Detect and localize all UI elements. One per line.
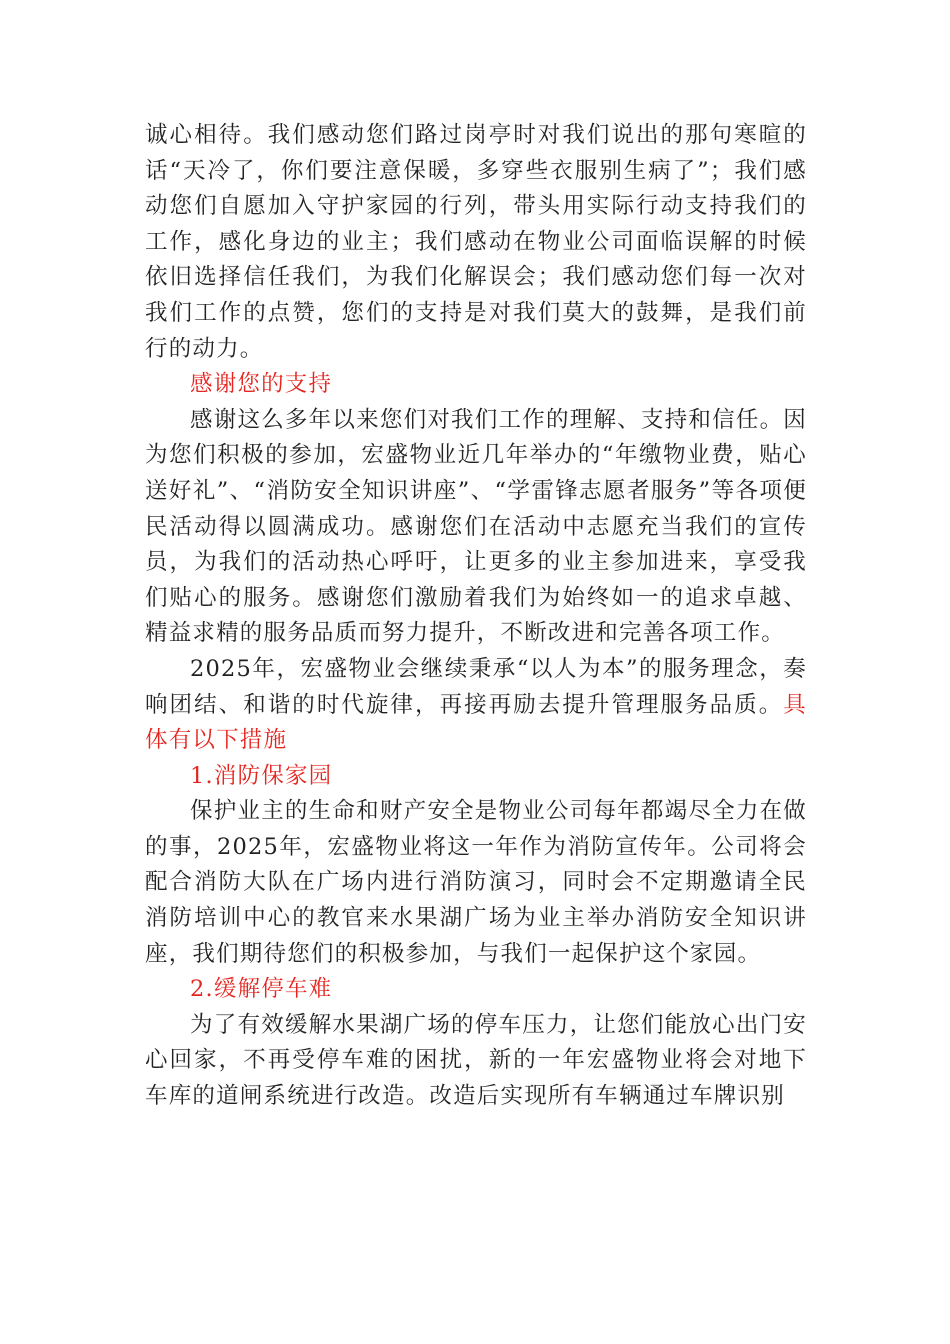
heading-fire-safety: 1.消防保家园 — [190, 762, 333, 789]
paragraph-2025-plan — [145, 652, 807, 759]
heading-parking: 2.缓解停车难 — [190, 976, 333, 1003]
heading-thanks-support: 感谢您的支持 — [190, 371, 333, 398]
document-page — [145, 118, 807, 1115]
paragraph-fire-safety: 保护业主的生命和财产安全是物业公司每年都竭尽全力在做的事，2025年，宏盛物业将这一年作为消防宣传年。公司将会配合消防大队在广场内进行消防演习，同时会不定期邀请全民消防培训中心的教官来水果湖广场为业主举办消防安全知识讲座，我们期待您们的积极参加，与我们一起保护这个家园。 — [145, 798, 807, 967]
plan-text: 2025年，宏盛物业会继续秉承“以人为本”的服务理念，奏响团结、和谐的时代旋律，再接再励去提升管理服务品质。 — [145, 655, 807, 718]
paragraph-parking: 为了有效缓解水果湖广场的停车压力，让您们能放心出门安心回家，不再受停车难的困扰，新的一年宏盛物业将会对地下车库的道闸系统进行改造。改造后实现所有车辆通过车牌识别 — [145, 1011, 807, 1110]
plan-measures-label: 具体有以下措施 — [145, 691, 807, 754]
paragraph-gratitude: 诚心相待。我们感动您们路过岗亭时对我们说出的那句寒暄的话“天冷了，你们要注意保暖，多穿些衣服别生病了”；我们感动您们自愿加入守护家园的行列，带头用实际行动支持我们的工作，感化身边的业主；我们感动在物业公司面临误解的时候依旧选择信任我们，为我们化解误会；我们感动您们每一次对我们工作的点赞，您们的支持是对我们莫大的鼓舞，是我们前行的动力。 — [145, 122, 807, 362]
paragraph-thanks: 感谢这么多年以来您们对我们工作的理解、支持和信任。因为您们积极的参加，宏盛物业近几年举办的“年缴物业费，贴心送好礼”、“消防安全知识讲座”、“学雷锋志愿者服务”等各项便民活动得以圆满成功。感谢您们在活动中志愿充当我们的宣传员，为我们的活动热心呼吁，让更多的业主参加进来，享受我们贴心的服务。感谢您们激励着我们为始终如一的追求卓越、精益求精的服务品质而努力提升，不断改进和完善各项工作。 — [145, 406, 807, 647]
